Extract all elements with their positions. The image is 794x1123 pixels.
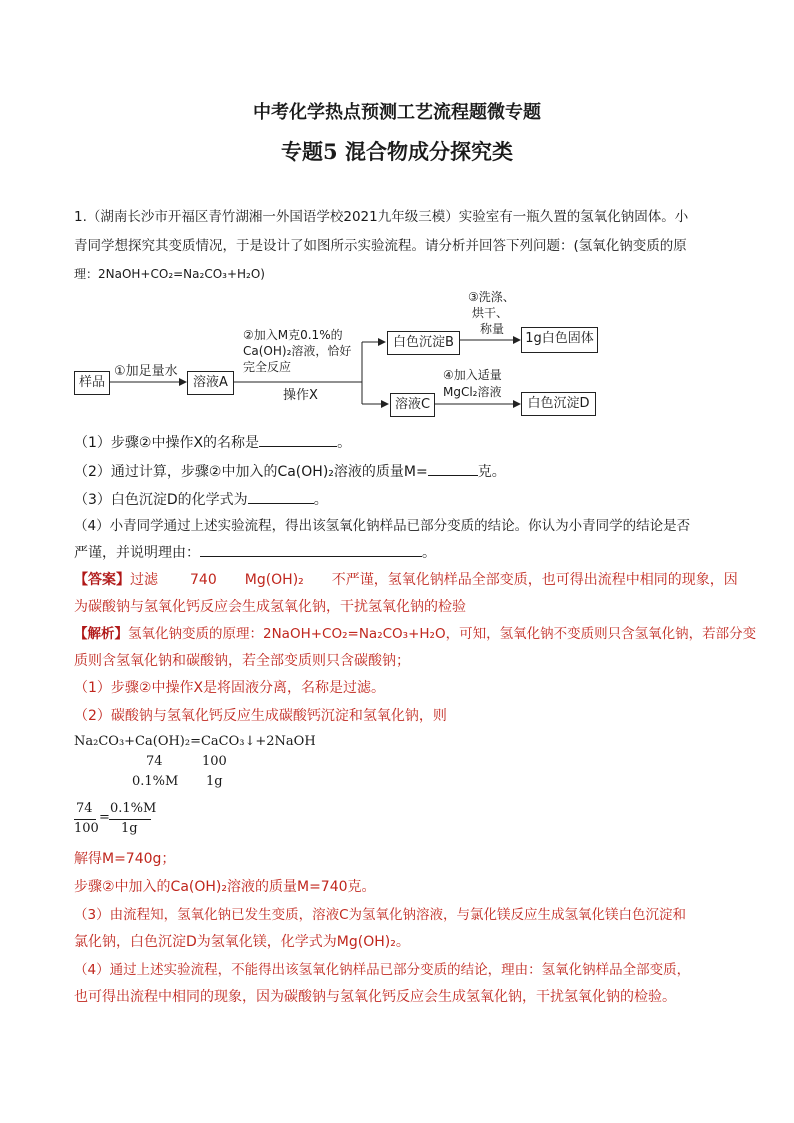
chemical-equation: Na₂CO₃+Ca(OH)₂=CaCO₃↓+2NaOH	[74, 734, 316, 749]
question-1: （1）步骤②中操作X的名称是 。	[74, 432, 351, 453]
step3-label-3: 称量	[480, 322, 505, 336]
answer-blank-2[interactable]	[428, 461, 478, 476]
question-intro-line-2: 青同学想探究其变质情况，于是设计了如图所示实验流程。请分析并回答下列问题：(氢氧化钠变质的原	[74, 238, 687, 254]
solution-a-box: 溶液A	[187, 371, 234, 395]
fraction-2-numerator: 0.1%M	[110, 801, 157, 816]
analysis-line-1: 【解析】氢氧化钠变质的原理：2NaOH+CO₂=Na₂CO₃+H₂O，可知，氢氧化钠不变质则只含氢氧化钠，若部分变	[74, 626, 757, 642]
answer-line-2: 为碳酸钠与氢氧化钙反应会生成氢氧化钠，干扰氢氧化钠的检验	[74, 599, 466, 615]
answer-label: 【答案】	[74, 572, 130, 588]
molar-mass-caoh2: 74	[146, 754, 163, 769]
molar-mass-caco3: 100	[202, 754, 227, 769]
solution-c-box: 溶液C	[390, 393, 435, 417]
fraction-2-denominator: 1g	[121, 821, 138, 836]
analysis-label: 【解析】	[74, 626, 128, 642]
fraction-2-bar	[109, 819, 151, 820]
fraction-1-denominator: 100	[74, 821, 99, 836]
analysis-step-3-line-1: （3）由流程知，氢氧化钠已发生变质，溶液C为氢氧化钠溶液，与氯化镁反应生成氢氧化镁白色沉淀和	[74, 907, 687, 923]
precipitate-b-box: 白色沉淀B	[387, 331, 460, 355]
step1-label: ①加足量水	[114, 364, 178, 379]
question-4-line-1: （4）小青同学通过上述实验流程，得出该氢氧化钠样品已部分变质的结论。你认为小青同学的结论是否	[74, 518, 691, 534]
mass-caoh2: 0.1%M	[132, 774, 179, 789]
analysis-line-2: 质则含氢氧化钠和碳酸钠，若全部变质则只含碳酸钠；	[74, 653, 410, 669]
white-solid-box: 1g白色固体	[521, 327, 598, 353]
question-2: （2）通过计算，步骤②中加入的Ca(OH)₂溶液的质量M= 克。	[74, 461, 506, 482]
question-intro-line-3: 理：2NaOH+CO₂=Na₂CO₃+H₂O)	[74, 267, 265, 281]
mass-caco3: 1g	[206, 774, 223, 789]
analysis-conclusion: 步骤②中加入的Ca(OH)₂溶液的质量M=740克。	[74, 879, 376, 895]
analysis-step-3-line-2: 氯化钠，白色沉淀D为氢氧化镁，化学式为Mg(OH)₂。	[74, 934, 410, 950]
fraction-equals: =	[99, 810, 110, 825]
step4-label-2: MgCl₂溶液	[443, 385, 502, 399]
step4-label-1: ④加入适量	[443, 368, 502, 382]
step3-label-2: 烘干、	[472, 306, 509, 320]
sample-box: 样品	[74, 371, 110, 395]
fraction-1-numerator: 74	[76, 801, 93, 816]
precipitate-d-box: 白色沉淀D	[521, 392, 596, 416]
analysis-solve: 解得M=740g；	[74, 851, 176, 867]
document-subtitle: 专题5 混合物成分探究类	[281, 139, 513, 164]
question-4-line-2: 严谨，并说明理由： 。	[74, 542, 436, 563]
fraction-1-bar	[74, 819, 96, 820]
step2-label-2: Ca(OH)₂溶液，恰好	[243, 344, 352, 358]
analysis-step-2: （2）碳酸钠与氢氧化钙反应生成碳酸钙沉淀和氢氧化钠，则	[74, 708, 447, 724]
step2-label-1: ②加入M克0.1%的	[243, 328, 343, 342]
step2-label-3: 完全反应	[243, 360, 292, 374]
operation-x-label: 操作X	[283, 388, 318, 403]
answer-blank-1[interactable]	[259, 432, 337, 447]
analysis-step-4-line-2: 也可得出流程中相同的现象，因为碳酸钠与氢氧化钙反应会生成氢氧化钠，干扰氢氧化钠的检验。	[74, 989, 676, 1005]
question-intro-line-1: 1.（湖南长沙市开福区青竹湖湘一外国语学校2021九年级三模）实验室有一瓶久置的氢氧化钠固体。小	[74, 209, 689, 225]
answer-blank-4[interactable]	[200, 542, 422, 557]
answer-blank-3[interactable]	[248, 489, 314, 504]
analysis-step-4-line-1: （4）通过上述实验流程，不能得出该氢氧化钠样品已部分变质的结论，理由：氢氧化钠样品全部变质，	[74, 962, 691, 978]
document-title: 中考化学热点预测工艺流程题微专题	[253, 102, 541, 123]
step3-label-1: ③洗涤、	[468, 290, 515, 304]
question-3: （3）白色沉淀D的化学式为 。	[74, 489, 328, 510]
answer-line-1: 【答案】过滤 740 Mg(OH)₂ 不严谨，氢氧化钠样品全部变质，也可得出流程中相同的现象，因	[74, 572, 738, 588]
analysis-step-1: （1）步骤②中操作X是将固液分离，名称是过滤。	[74, 680, 386, 696]
